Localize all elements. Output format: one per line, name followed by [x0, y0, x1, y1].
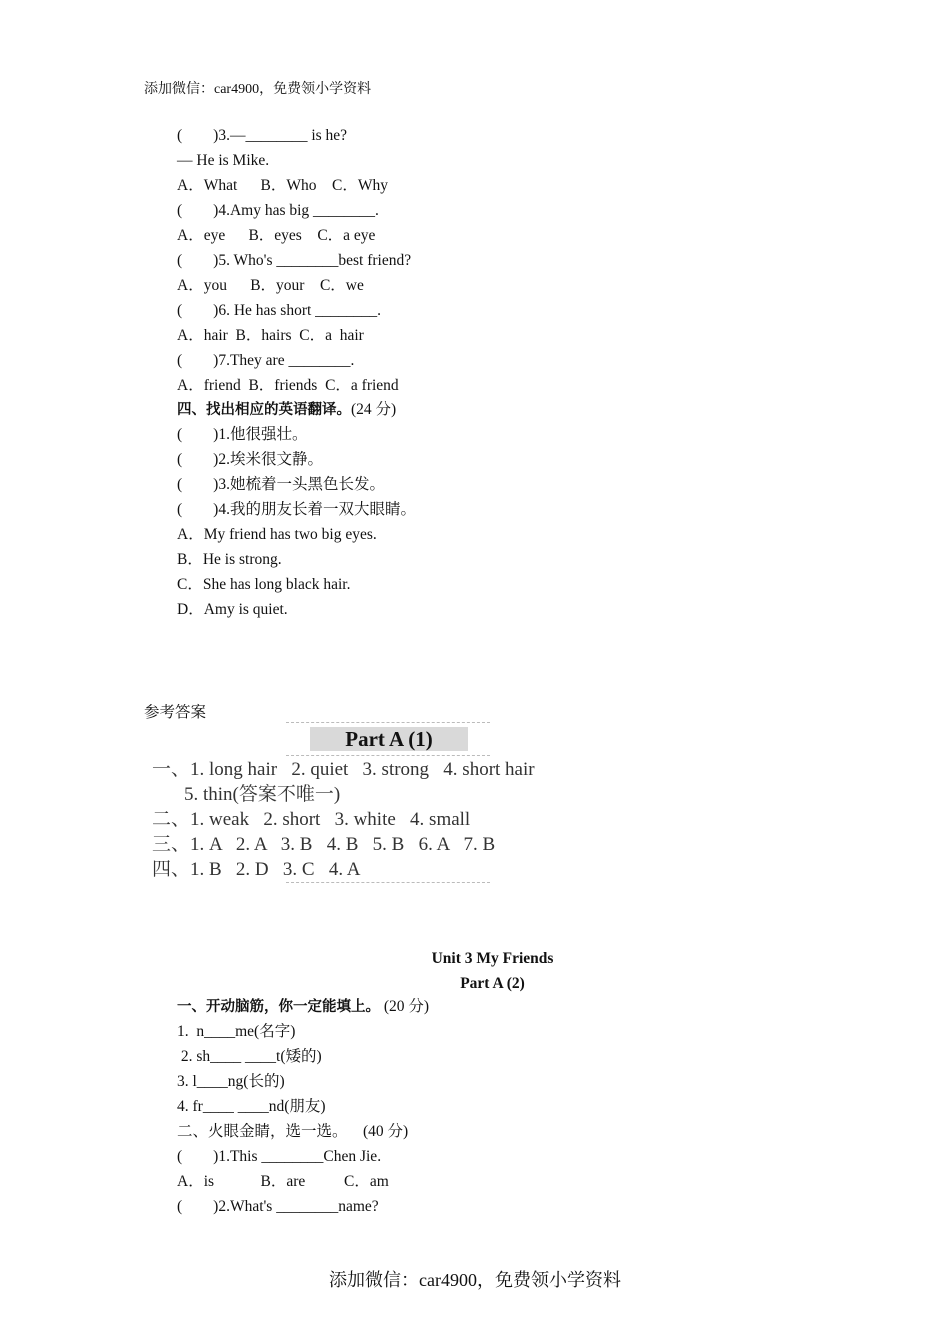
section-4-option-a: A．My friend has two big eyes. [177, 526, 377, 543]
unit-title: Unit 3 My Friends [431, 950, 554, 967]
question-6: ( )6. He has short ________. [177, 302, 382, 319]
answers-title: 参考答案 [144, 704, 207, 721]
part-title: Part A (2) [460, 975, 525, 992]
section-4-item-2: ( )2.埃米很文静。 [177, 451, 323, 468]
footer-watermark-note: 添加微信：car4900，免费领小学资料 [329, 1270, 621, 1290]
options-7: A．friend B．friends C．a friend [177, 377, 399, 394]
section-4-item-3: ( )3.她梳着一头黑色长发。 [177, 476, 385, 493]
options-5: A．you B．your C．we [177, 277, 364, 294]
options-4: A．eye B．eyes C．a eye [177, 227, 376, 244]
options-6: A．hair B．hairs C．a hair [177, 327, 364, 344]
choice-question-2: ( )2.What's ________name? [177, 1198, 379, 1215]
fill-item-4: 4. fr____ ____nd(朋友) [177, 1098, 326, 1115]
part2-section-1-heading [177, 999, 429, 1015]
question-4: ( )4.Amy has big ________. [177, 202, 379, 219]
section-4-option-b: B．He is strong. [177, 551, 282, 568]
answer-line-1: 一、1. long hair 2. quiet 3. strong 4. short hair [152, 759, 535, 780]
section-4-option-d: D．Amy is quiet. [177, 601, 288, 618]
section-4-title: 四、找出相应的英语翻译。 [177, 402, 351, 418]
section-4-item-4: ( )4.我的朋友长着一双大眼睛。 [177, 501, 416, 518]
header-watermark-note: 添加微信：car4900，免费领小学资料 [144, 82, 372, 97]
section-4-heading [177, 402, 396, 418]
part2-section-1-title: 一、开动脑筋，你一定能填上。 [177, 999, 380, 1015]
choice-options-1: A．is B．are C．am [177, 1173, 389, 1190]
question-3: ( )3.—________ is he? [177, 127, 348, 144]
answer-line-5: 四、1. B 2. D 3. C 4. A [152, 859, 361, 880]
question-5: ( )5. Who's ________best friend? [177, 252, 412, 269]
answer-line-3: — He is Mike. [177, 152, 270, 169]
section-4-item-1: ( )1.他很强壮。 [177, 426, 308, 443]
choice-question-1: ( )1.This ________Chen Jie. [177, 1148, 382, 1165]
part2-section-2-title: 二、火眼金睛，选一选。 [177, 1123, 348, 1140]
part2-section-2-score: (40 分) [363, 1123, 409, 1140]
part2-section-2-heading [177, 1124, 408, 1140]
answer-part-label: Part A (1) [310, 727, 468, 751]
answer-line-4: 三、1. A 2. A 3. B 4. B 5. B 6. A 7. B [152, 834, 496, 855]
answer-line-3: 二、1. weak 2. short 3. white 4. small [152, 809, 471, 830]
fill-item-3: 3. l____ng(长的) [177, 1073, 285, 1090]
section-4-score: (24 分) [351, 401, 397, 418]
section-4-option-c: C．She has long black hair. [177, 576, 351, 593]
answer-line-2: 5. thin(答案不唯一) [184, 784, 341, 805]
fill-item-2: 2. sh____ ____t(矮的) [177, 1048, 322, 1065]
part2-section-1-score: (20 分) [383, 998, 430, 1015]
answer-key-image [150, 720, 535, 885]
options-3: A．What B．Who C．Why [177, 177, 388, 194]
fill-item-1: 1. n____me(名字) [177, 1023, 296, 1040]
question-7: ( )7.They are ________. [177, 352, 355, 369]
